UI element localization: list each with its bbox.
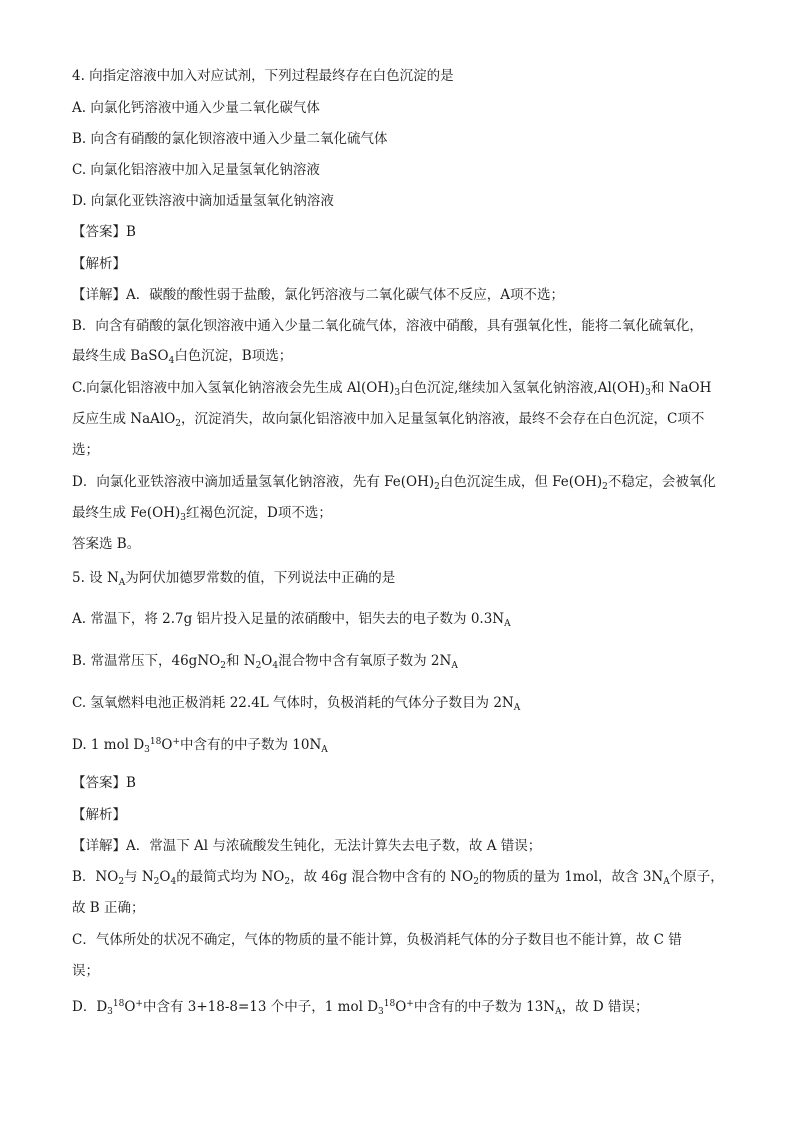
q4-option-a: A. 向氯化钙溶液中通入少量二氧化碳气体 [72,100,320,116]
q5-detail-d: D．$D_3^{18}O^+$中含有 3+18-8=13 个中子，1 mol $D_3^{18}O^+$中含有的中子数为 $13N_A$，故 D 错误； [72,999,649,1017]
q4-detail-c-line3: 选； [72,442,99,458]
q5-option-d: D. 1 mol $D_3^{18}O^+$中含有的中子数为 $10N_A$ [72,737,328,755]
q4-analysis-label: 【解析】 [72,256,126,272]
q5-answer: 【答案】B [72,775,136,791]
q4-option-b: B. 向含有硝酸的氯化钡溶液中通入少量二氧化硫气体 [72,131,388,147]
q5-stem: 5. 设 $N_A$为阿伏加德罗常数的值，下列说法中正确的是 [72,570,396,588]
q4-stem: 4. 向指定溶液中加入对应试剂，下列过程最终存在白色沉淀的是 [72,68,454,84]
q5-detail-c-line2: 误； [72,963,99,979]
q5-option-a: A. 常温下，将 2.7g 铝片投入足量的浓硝酸中，铝失去的电子数为 $0.3N_A$ [72,611,511,629]
q4-option-c: C. 向氯化铝溶液中加入足量氢氧化钠溶液 [72,162,320,178]
q5-detail-b-line2: 故 B 正确； [72,900,145,916]
q4-detail-b-line2: 最终生成 BaSO$_4$白色沉淀，B项选； [72,348,293,366]
q4-conclusion: 答案选 B。 [72,536,141,552]
q4-answer: 【答案】B [72,224,136,240]
q4-detail-c-line1: C.向氯化铝溶液中加入氢氧化钠溶液会先生成 $Al(OH)_3$白色沉淀,继续加入氢氧化钠溶液$,Al(OH)_3$和 NaOH [72,380,712,398]
q5-option-b: B. 常温常压下，46gNO$_2$和 $N_2O_4$混合物中含有氧原子数为 $2N_A$ [72,653,458,671]
q4-detail-c-line2: 反应生成 NaAlO$_2$，沉淀消失，故向氯化铝溶液中加入足量氢氧化钠溶液，最终不会存在白色沉淀，C项不 [72,411,705,429]
q4-option-d: D. 向氯化亚铁溶液中滴加适量氢氧化钠溶液 [72,193,334,209]
q4-detail-d-line1: D．向氯化亚铁溶液中滴加适量氢氧化钠溶液，先有 $Fe(OH)_2$白色沉淀生成，但 $Fe(OH)_2$不稳定，会被氧化 [72,474,716,492]
q5-detail-c-line1: C．气体所处的状况不确定，气体的物质的量不能计算，负极消耗气体的分子数目也不能计算，故 C 错 [72,932,682,948]
q4-detail-a: 【详解】A．碳酸的酸性弱于盐酸，氯化钙溶液与二氧化碳气体不反应，A项不选； [72,287,564,303]
q4-detail-d-line2: 最终生成 $Fe(OH)_3$红褐色沉淀，D项不选； [72,505,332,523]
q5-option-c: C. 氢氧燃料电池正极消耗 22.4L 气体时，负极消耗的气体分子数目为 $2N_A$ [72,695,521,713]
q5-detail-b-line1: B．$NO_2$与 $N_2O_4$的最简式均为 $NO_2$，故 46g 混合物中含有的 $NO_2$的物质的量为 1mol，故含 $3N_A$个原子， [72,869,724,887]
q4-detail-b-line1: B．向含有硝酸的氯化钡溶液中通入少量二氧化硫气体，溶液中硝酸，具有强氧化性，能将二氧化硫氧化， [72,318,703,334]
q5-analysis-label: 【解析】 [72,807,126,823]
q5-detail-a: 【详解】A．常温下 Al 与浓硫酸发生钝化，无法计算失去电子数，故 A 错误； [72,838,542,854]
